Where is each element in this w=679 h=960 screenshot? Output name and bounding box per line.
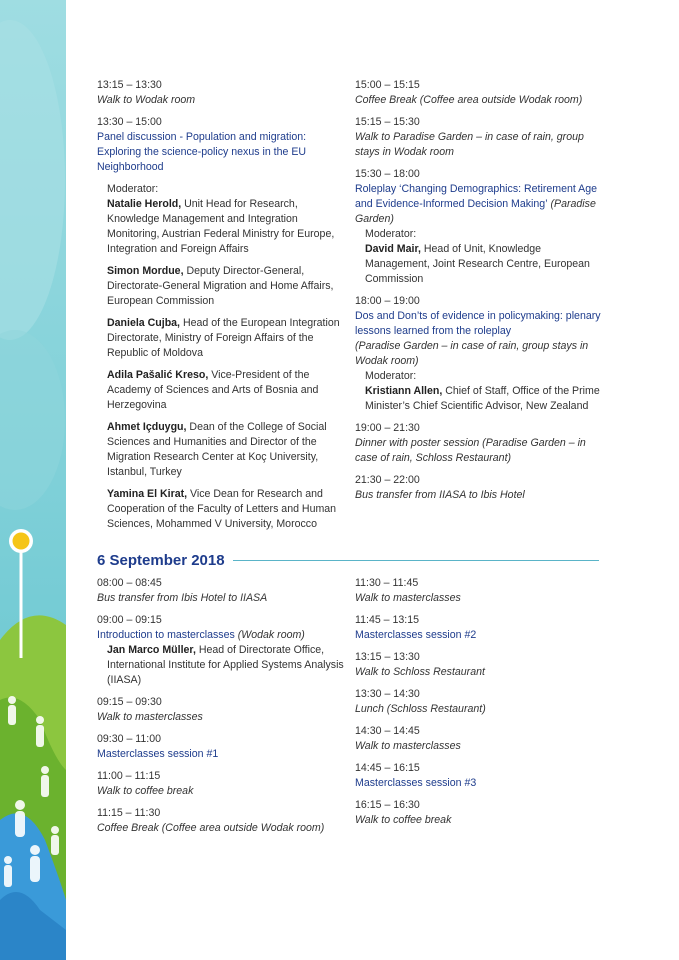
person-desc: Head of Directorate Office, International Institute for Applied Systems Analysis (IIASA) xyxy=(107,644,344,686)
person-desc: Unit Head for Research, Knowledge Management and Integration Monitoring, Austrian Federal Ministry for Europe, Integration and Foreign Affairs xyxy=(107,198,335,255)
person xyxy=(107,643,347,688)
entry-time: 13:15 – 13:30 xyxy=(355,651,420,663)
agenda-entry xyxy=(355,78,605,108)
entry-note: Walk to masterclasses xyxy=(355,740,461,752)
person-name: Kristiann Allen, xyxy=(365,385,443,397)
person-name: Simon Mordue, xyxy=(107,265,184,277)
entry-title: Masterclasses session #3 xyxy=(355,777,477,789)
agenda-entry xyxy=(355,294,605,414)
entry-time: 15:30 – 18:00 xyxy=(355,168,420,180)
agenda-entry xyxy=(97,613,347,688)
heading-rule xyxy=(233,560,599,561)
day-heading xyxy=(97,550,599,570)
entry-time: 15:00 – 15:15 xyxy=(355,79,420,91)
agenda-entry xyxy=(97,769,347,799)
person-desc: Head of Unit, Knowledge Management, Joint Research Centre, European Commission xyxy=(365,243,590,285)
title-text: Introduction to masterclasses xyxy=(97,629,235,641)
entry-title: Dos and Don’ts of evidence in policymaking: plenary lessons learned from the roleplay xyxy=(355,310,601,337)
entry-time: 15:15 – 15:30 xyxy=(355,116,420,128)
entry-note: (Paradise Garden – in case of rain, group stays in Wodak room) xyxy=(355,340,589,367)
entry-note: Lunch (Schloss Restaurant) xyxy=(355,703,486,715)
entry-time: 11:15 – 11:30 xyxy=(97,807,161,819)
agenda-entry xyxy=(355,613,605,643)
entry-note: Bus transfer from IIASA to Ibis Hotel xyxy=(355,489,525,501)
entry-time: 08:00 – 08:45 xyxy=(97,577,162,589)
person-name: Ahmet Içduygu, xyxy=(107,421,187,433)
agenda-entry xyxy=(355,687,605,717)
person xyxy=(107,316,347,361)
entry-time: 14:45 – 16:15 xyxy=(355,762,420,774)
day2-right-column xyxy=(355,576,605,835)
agenda-entry xyxy=(355,798,605,828)
entry-note: Coffee Break (Coffee area outside Wodak room) xyxy=(355,94,583,106)
moderator-label: Moderator: xyxy=(107,183,159,195)
entry-time: 18:00 – 19:00 xyxy=(355,295,420,307)
agenda-entry xyxy=(355,421,605,466)
agenda-entry xyxy=(97,576,347,606)
entry-title: Masterclasses session #1 xyxy=(97,748,219,760)
agenda-entry xyxy=(97,115,347,532)
person xyxy=(365,242,605,287)
entry-time: 11:45 – 13:15 xyxy=(355,614,420,626)
entry-title: Panel discussion - Population and migration: Exploring the science-policy nexus in the EU Neighborhood xyxy=(97,131,307,173)
person-name: Daniela Cujba, xyxy=(107,317,180,329)
person-desc: Deputy Director-General, Directorate-General Migration and Home Affairs, European Commission xyxy=(107,265,334,307)
person-name: Natalie Herold, xyxy=(107,198,182,210)
entry-note: Dinner with poster session (Paradise Garden – in case of rain, Schloss Restaurant) xyxy=(355,437,586,464)
person xyxy=(107,487,347,532)
agenda-entry xyxy=(355,115,605,160)
entry-note: Walk to coffee break xyxy=(355,814,452,826)
person-name: Jan Marco Müller, xyxy=(107,644,196,656)
day-heading-text: 6 September 2018 xyxy=(97,551,225,569)
entry-note: Walk to Wodak room xyxy=(97,94,196,106)
agenda-entry xyxy=(355,724,605,754)
person-name: David Mair, xyxy=(365,243,421,255)
entry-title xyxy=(355,182,605,227)
entry-time: 16:15 – 16:30 xyxy=(355,799,420,811)
entry-time: 13:15 – 13:30 xyxy=(97,79,162,91)
person xyxy=(107,420,347,480)
person-desc: Vice Dean for Research and Cooperation of the Faculty of Letters and Human Sciences, Mohammed V University, Morocco xyxy=(107,488,337,530)
agenda-entry xyxy=(355,167,605,287)
day2-left-column xyxy=(97,576,347,843)
person-name: Yamina El Kirat, xyxy=(107,488,188,500)
entry-time: 19:00 – 21:30 xyxy=(355,422,420,434)
moderator-label: Moderator: xyxy=(365,228,417,240)
day1-right-column xyxy=(355,78,605,510)
agenda-entry xyxy=(355,761,605,791)
agenda-entry xyxy=(97,806,347,836)
person xyxy=(107,368,347,413)
person-desc: Dean of the College of Social Sciences and Humanities and Director of the Migration Research Center at Koç University, Istanbul, Turkey xyxy=(107,421,327,478)
entry-time: 13:30 – 14:30 xyxy=(355,688,420,700)
agenda-entry xyxy=(97,695,347,725)
person xyxy=(365,384,605,414)
decorative-sidebar xyxy=(0,0,66,960)
person-desc: Head of the European Integration Directorate, Ministry of Foreign Affairs of the Republic of Moldova xyxy=(107,317,340,359)
title-text: Roleplay ‘Changing Demographics: Retirement Age and Evidence-Informed Decision Making’ xyxy=(355,183,598,210)
entry-note: Walk to masterclasses xyxy=(355,592,461,604)
person-desc: Vice-President of the Academy of Sciences and Arts of Bosnia and Herzegovina xyxy=(107,369,319,411)
moderator-label: Moderator: xyxy=(365,370,417,382)
agenda-entry xyxy=(355,576,605,606)
agenda-entry xyxy=(97,78,347,108)
entry-location: (Paradise Garden) xyxy=(355,198,596,225)
entry-note: Walk to masterclasses xyxy=(97,711,203,723)
person xyxy=(107,197,347,257)
entry-note: Walk to Schloss Restaurant xyxy=(355,666,485,678)
entry-note: Coffee Break (Coffee area outside Wodak room) xyxy=(97,822,325,834)
agenda-entry xyxy=(97,732,347,762)
day1-left-column xyxy=(97,78,347,539)
entry-note: Walk to coffee break xyxy=(97,785,194,797)
entry-time: 09:15 – 09:30 xyxy=(97,696,162,708)
entry-title: Masterclasses session #2 xyxy=(355,629,477,641)
entry-time: 11:00 – 11:15 xyxy=(97,770,161,782)
entry-time: 13:30 – 15:00 xyxy=(97,116,162,128)
person-desc: Chief of Staff, Office of the Prime Minister’s Chief Scientific Advisor, New Zealand xyxy=(365,385,600,412)
entry-time: 11:30 – 11:45 xyxy=(355,577,419,589)
entry-note: Bus transfer from Ibis Hotel to IIASA xyxy=(97,592,268,604)
agenda-entry xyxy=(355,650,605,680)
entry-time: 09:30 – 11:00 xyxy=(97,733,162,745)
person xyxy=(107,264,347,309)
agenda-entry xyxy=(355,473,605,503)
entry-time: 09:00 – 09:15 xyxy=(97,614,162,626)
entry-time: 21:30 – 22:00 xyxy=(355,474,420,486)
entry-time: 14:30 – 14:45 xyxy=(355,725,420,737)
entry-note: Walk to Paradise Garden – in case of rain, group stays in Wodak room xyxy=(355,131,584,158)
person-name: Adila Pašalić Kreso, xyxy=(107,369,209,381)
entry-location: (Wodak room) xyxy=(234,629,305,641)
entry-title xyxy=(97,628,347,643)
